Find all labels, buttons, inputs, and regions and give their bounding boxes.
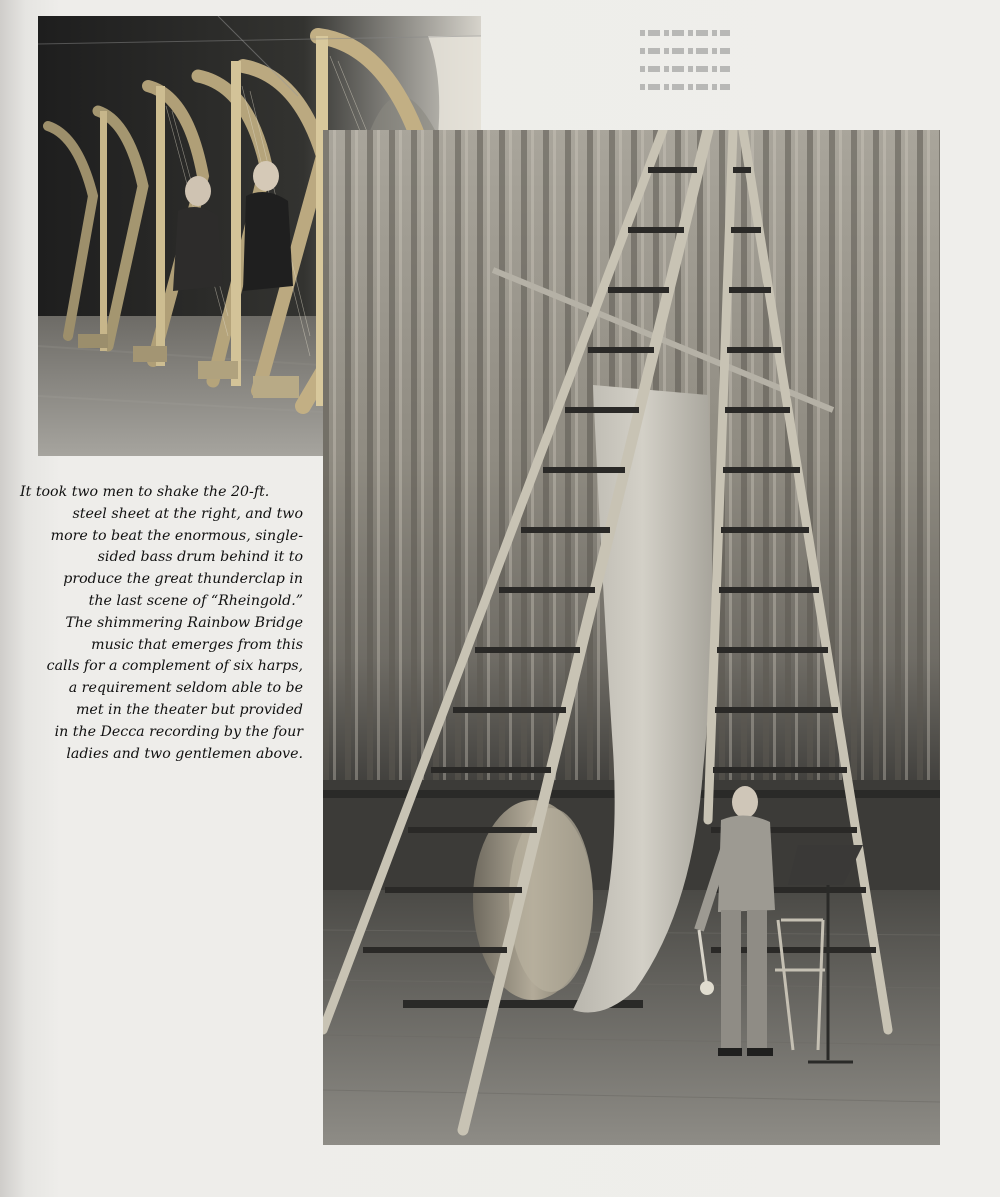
caption-line: The shimmering Rainbow Bridge xyxy=(65,614,303,631)
caption-line: calls for a complement of six harps, xyxy=(46,658,303,675)
caption-line: the last scene of “Rheingold.” xyxy=(88,592,303,609)
caption-line: in the Decca recording by the four xyxy=(54,723,303,740)
stage-illustration xyxy=(323,130,940,1145)
caption-line: sided bass drum behind it to xyxy=(97,549,303,566)
thunder-sheet-ladder-photo xyxy=(323,130,940,1145)
caption-line: more to beat the enormous, single- xyxy=(50,527,303,544)
caption-line: music that emerges from this xyxy=(91,636,303,653)
caption-line: steel sheet at the right, and two xyxy=(72,505,303,522)
caption-line: a requirement seldom able to be xyxy=(68,680,303,697)
show-through-text xyxy=(640,20,730,115)
caption-line: It took two men to shake the 20-ft. xyxy=(20,484,270,500)
caption-line: met in the theater but provided xyxy=(75,701,303,718)
photo-caption xyxy=(20,482,303,765)
caption-line: ladies and two gentlemen above. xyxy=(66,745,303,762)
caption-line: produce the great thunderclap in xyxy=(63,571,303,588)
